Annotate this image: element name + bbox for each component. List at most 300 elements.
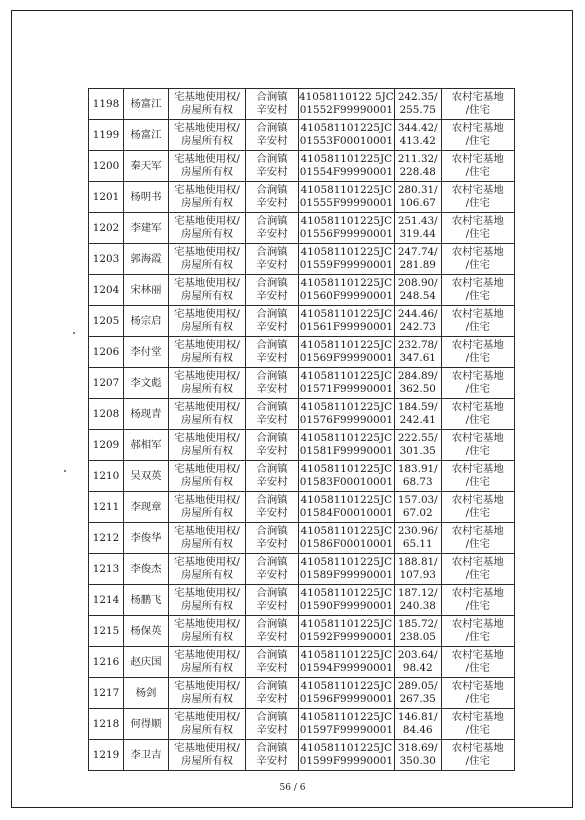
location-line: 合涧镇 xyxy=(256,618,288,630)
area-cell xyxy=(394,213,441,244)
land-use-line: 农村宅基地 xyxy=(451,463,504,475)
land-use-line: 农村宅基地 xyxy=(451,587,504,599)
right-type-cell xyxy=(169,492,246,523)
area-line: 65.11 xyxy=(402,538,433,550)
location-cell xyxy=(246,151,299,182)
unit-code-cell xyxy=(299,647,395,678)
land-use-cell xyxy=(441,182,514,213)
right-type-line: 宅基地使用权/ xyxy=(174,370,240,382)
owner-name-cell: 秦天军 xyxy=(124,151,169,182)
table-row xyxy=(89,678,515,709)
right-type-line: 宅基地使用权/ xyxy=(174,277,240,289)
unit-code-line: 01599F99990001 xyxy=(299,755,393,767)
right-type-line: 房屋所有权 xyxy=(181,259,233,271)
land-use-line: /住宅 xyxy=(465,228,490,240)
area-line: 107.93 xyxy=(399,569,436,581)
land-use-line: /住宅 xyxy=(465,507,490,519)
unit-code-line: 01569F99990001 xyxy=(299,352,393,364)
land-use-line: /住宅 xyxy=(465,383,490,395)
land-use-cell xyxy=(441,120,514,151)
land-use-line: /住宅 xyxy=(465,600,490,612)
table-row xyxy=(89,709,515,740)
area-line: 281.89 xyxy=(399,259,436,271)
right-type-line: 宅基地使用权/ xyxy=(174,246,240,258)
right-type-line: 房屋所有权 xyxy=(181,445,233,457)
owner-name-cell: 杨剑 xyxy=(124,678,169,709)
area-line: 98.42 xyxy=(402,662,433,674)
unit-code-line: 410581101225JC xyxy=(300,556,393,568)
area-line: 347.61 xyxy=(399,352,436,364)
land-use-cell xyxy=(441,244,514,275)
area-line: 185.72/ xyxy=(397,618,438,630)
unit-code-line: 01586F00010001 xyxy=(299,538,393,550)
land-use-line: 农村宅基地 xyxy=(451,308,504,320)
location-line: 辛安村 xyxy=(256,352,288,364)
area-line: 251.43/ xyxy=(397,215,438,227)
location-cell xyxy=(246,306,299,337)
right-type-cell xyxy=(169,554,246,585)
unit-code-line: 01552F99990001 xyxy=(299,104,393,116)
right-type-line: 房屋所有权 xyxy=(181,135,233,147)
unit-code-cell xyxy=(299,244,395,275)
row-number-cell: 1218 xyxy=(89,709,124,740)
land-use-line: 农村宅基地 xyxy=(451,370,504,382)
right-type-line: 宅基地使用权/ xyxy=(174,525,240,537)
land-use-line: 农村宅基地 xyxy=(451,153,504,165)
location-line: 辛安村 xyxy=(256,476,288,488)
unit-code-cell xyxy=(299,616,395,647)
location-line: 合涧镇 xyxy=(256,339,288,351)
right-type-line: 宅基地使用权/ xyxy=(174,618,240,630)
area-cell xyxy=(394,709,441,740)
unit-code-line: 01553F00010001 xyxy=(299,135,393,147)
right-type-line: 房屋所有权 xyxy=(181,507,233,519)
unit-code-line: 410581101225JC xyxy=(300,432,393,444)
area-cell xyxy=(394,430,441,461)
area-line: 211.32/ xyxy=(397,153,438,165)
area-line: 240.38 xyxy=(399,600,436,612)
location-line: 合涧镇 xyxy=(256,184,288,196)
area-cell xyxy=(394,647,441,678)
area-cell xyxy=(394,306,441,337)
land-use-line: /住宅 xyxy=(465,445,490,457)
row-number-cell: 1210 xyxy=(89,461,124,492)
row-number-cell: 1199 xyxy=(89,120,124,151)
area-line: 157.03/ xyxy=(397,494,438,506)
row-number-cell: 1208 xyxy=(89,399,124,430)
unit-code-line: 01594F99990001 xyxy=(299,662,393,674)
area-cell xyxy=(394,337,441,368)
unit-code-line: 410581101225JC xyxy=(300,184,393,196)
location-line: 合涧镇 xyxy=(256,742,288,754)
right-type-line: 房屋所有权 xyxy=(181,352,233,364)
row-number-cell: 1211 xyxy=(89,492,124,523)
right-type-line: 房屋所有权 xyxy=(181,631,233,643)
right-type-line: 房屋所有权 xyxy=(181,662,233,674)
land-use-line: 农村宅基地 xyxy=(451,742,504,754)
unit-code-line: 410581101225JC xyxy=(300,277,393,289)
land-use-line: /住宅 xyxy=(465,321,490,333)
right-type-cell xyxy=(169,182,246,213)
right-type-line: 房屋所有权 xyxy=(181,476,233,488)
land-use-line: /住宅 xyxy=(465,290,490,302)
area-cell xyxy=(394,89,441,120)
location-line: 合涧镇 xyxy=(256,122,288,134)
unit-code-line: 01584F00010001 xyxy=(299,507,393,519)
right-type-line: 房屋所有权 xyxy=(181,538,233,550)
location-line: 辛安村 xyxy=(256,538,288,550)
land-use-line: /住宅 xyxy=(465,414,490,426)
table-row xyxy=(89,368,515,399)
land-use-line: 农村宅基地 xyxy=(451,246,504,258)
location-line: 合涧镇 xyxy=(256,432,288,444)
land-use-cell xyxy=(441,616,514,647)
location-line: 辛安村 xyxy=(256,693,288,705)
area-cell xyxy=(394,182,441,213)
right-type-cell xyxy=(169,213,246,244)
unit-code-line: 410581101225JC xyxy=(300,308,393,320)
location-line: 辛安村 xyxy=(256,631,288,643)
land-use-line: /住宅 xyxy=(465,693,490,705)
area-cell xyxy=(394,368,441,399)
location-cell xyxy=(246,399,299,430)
right-type-cell xyxy=(169,151,246,182)
location-line: 辛安村 xyxy=(256,290,288,302)
owner-name-cell: 杨富江 xyxy=(124,120,169,151)
right-type-line: 房屋所有权 xyxy=(181,383,233,395)
right-type-line: 宅基地使用权/ xyxy=(174,184,240,196)
table-row xyxy=(89,554,515,585)
right-type-cell xyxy=(169,709,246,740)
location-cell xyxy=(246,709,299,740)
table-row xyxy=(89,461,515,492)
area-line: 319.44 xyxy=(399,228,436,240)
area-cell xyxy=(394,616,441,647)
location-line: 合涧镇 xyxy=(256,277,288,289)
unit-code-line: 410581101225JC xyxy=(300,463,393,475)
right-type-line: 宅基地使用权/ xyxy=(174,463,240,475)
table-row xyxy=(89,523,515,554)
area-line: 187.12/ xyxy=(397,587,438,599)
unit-code-line: 01597F99990001 xyxy=(299,724,393,736)
row-number-cell: 1217 xyxy=(89,678,124,709)
area-line: 188.81/ xyxy=(397,556,438,568)
row-number-cell: 1201 xyxy=(89,182,124,213)
area-line: 230.96/ xyxy=(397,525,438,537)
owner-name-cell: 杨现青 xyxy=(124,399,169,430)
location-line: 辛安村 xyxy=(256,445,288,457)
table-row xyxy=(89,616,515,647)
right-type-cell xyxy=(169,337,246,368)
location-line: 合涧镇 xyxy=(256,680,288,692)
row-number-cell: 1213 xyxy=(89,554,124,585)
unit-code-line: 01571F99990001 xyxy=(299,383,393,395)
land-use-line: 农村宅基地 xyxy=(451,401,504,413)
land-use-cell xyxy=(441,523,514,554)
table-body xyxy=(89,89,515,771)
land-use-cell xyxy=(441,740,514,771)
area-cell xyxy=(394,151,441,182)
owner-name-cell: 李俊华 xyxy=(124,523,169,554)
unit-code-cell xyxy=(299,182,395,213)
area-cell xyxy=(394,120,441,151)
location-line: 合涧镇 xyxy=(256,556,288,568)
area-line: 344.42/ xyxy=(397,122,438,134)
area-cell xyxy=(394,275,441,306)
unit-code-line: 410581101225JC xyxy=(300,618,393,630)
unit-code-line: 41058110122 5JC xyxy=(299,91,394,103)
area-cell xyxy=(394,554,441,585)
area-line: 242.35/ xyxy=(397,91,438,103)
row-number-cell: 1219 xyxy=(89,740,124,771)
land-use-line: 农村宅基地 xyxy=(451,184,504,196)
unit-code-line: 01561F99990001 xyxy=(299,321,393,333)
location-line: 合涧镇 xyxy=(256,525,288,537)
table-row xyxy=(89,399,515,430)
owner-name-cell: 李现章 xyxy=(124,492,169,523)
location-line: 辛安村 xyxy=(256,166,288,178)
area-cell xyxy=(394,678,441,709)
area-line: 244.46/ xyxy=(397,308,438,320)
unit-code-line: 01560F99990001 xyxy=(299,290,393,302)
row-number-cell: 1214 xyxy=(89,585,124,616)
location-line: 辛安村 xyxy=(256,414,288,426)
unit-code-line: 410581101225JC xyxy=(300,711,393,723)
right-type-line: 宅基地使用权/ xyxy=(174,680,240,692)
row-number-cell: 1206 xyxy=(89,337,124,368)
right-type-cell xyxy=(169,399,246,430)
location-cell xyxy=(246,275,299,306)
area-cell xyxy=(394,244,441,275)
right-type-line: 宅基地使用权/ xyxy=(174,494,240,506)
location-cell xyxy=(246,740,299,771)
location-cell xyxy=(246,368,299,399)
owner-name-cell: 郝相军 xyxy=(124,430,169,461)
area-line: 106.67 xyxy=(399,197,436,209)
row-number-cell: 1205 xyxy=(89,306,124,337)
unit-code-line: 410581101225JC xyxy=(300,649,393,661)
unit-code-cell xyxy=(299,709,395,740)
row-number-cell: 1203 xyxy=(89,244,124,275)
unit-code-cell xyxy=(299,151,395,182)
location-cell xyxy=(246,120,299,151)
location-line: 辛安村 xyxy=(256,383,288,395)
row-number-cell: 1204 xyxy=(89,275,124,306)
location-line: 合涧镇 xyxy=(256,463,288,475)
right-type-cell xyxy=(169,678,246,709)
location-cell xyxy=(246,182,299,213)
unit-code-line: 410581101225JC xyxy=(300,246,393,258)
right-type-line: 房屋所有权 xyxy=(181,693,233,705)
unit-code-line: 410581101225JC xyxy=(300,215,393,227)
owner-name-cell: 何得顺 xyxy=(124,709,169,740)
right-type-cell xyxy=(169,430,246,461)
location-line: 合涧镇 xyxy=(256,370,288,382)
location-cell xyxy=(246,337,299,368)
unit-code-cell xyxy=(299,89,395,120)
location-line: 辛安村 xyxy=(256,321,288,333)
right-type-cell xyxy=(169,461,246,492)
land-use-cell xyxy=(441,647,514,678)
location-line: 辛安村 xyxy=(256,662,288,674)
area-line: 68.73 xyxy=(402,476,433,488)
right-type-line: 宅基地使用权/ xyxy=(174,91,240,103)
right-type-cell xyxy=(169,120,246,151)
location-cell xyxy=(246,492,299,523)
unit-code-line: 01555F99990001 xyxy=(299,197,393,209)
row-number-cell: 1200 xyxy=(89,151,124,182)
table-row xyxy=(89,182,515,213)
location-line: 辛安村 xyxy=(256,724,288,736)
land-use-cell xyxy=(441,368,514,399)
unit-code-line: 01559F99990001 xyxy=(299,259,393,271)
land-use-line: /住宅 xyxy=(465,476,490,488)
unit-code-line: 410581101225JC xyxy=(300,494,393,506)
area-line: 413.42 xyxy=(399,135,436,147)
table-row xyxy=(89,492,515,523)
area-line: 84.46 xyxy=(402,724,433,736)
location-cell xyxy=(246,430,299,461)
area-cell xyxy=(394,461,441,492)
land-use-line: /住宅 xyxy=(465,104,490,116)
location-line: 辛安村 xyxy=(256,569,288,581)
owner-name-cell: 杨鹏飞 xyxy=(124,585,169,616)
right-type-line: 房屋所有权 xyxy=(181,600,233,612)
land-use-cell xyxy=(441,89,514,120)
area-line: 350.30 xyxy=(399,755,436,767)
row-number-cell: 1198 xyxy=(89,89,124,120)
location-line: 辛安村 xyxy=(256,104,288,116)
location-cell xyxy=(246,244,299,275)
land-use-line: 农村宅基地 xyxy=(451,91,504,103)
land-use-line: 农村宅基地 xyxy=(451,711,504,723)
land-use-line: /住宅 xyxy=(465,259,490,271)
right-type-line: 宅基地使用权/ xyxy=(174,649,240,661)
table-row xyxy=(89,647,515,678)
land-use-line: /住宅 xyxy=(465,538,490,550)
land-use-cell xyxy=(441,709,514,740)
right-type-cell xyxy=(169,740,246,771)
unit-code-cell xyxy=(299,368,395,399)
land-use-line: 农村宅基地 xyxy=(451,122,504,134)
right-type-line: 房屋所有权 xyxy=(181,724,233,736)
location-line: 合涧镇 xyxy=(256,246,288,258)
land-use-line: 农村宅基地 xyxy=(451,215,504,227)
location-cell xyxy=(246,523,299,554)
location-cell xyxy=(246,554,299,585)
area-line: 242.41 xyxy=(399,414,436,426)
location-line: 合涧镇 xyxy=(256,91,288,103)
row-number-cell: 1212 xyxy=(89,523,124,554)
land-use-line: 农村宅基地 xyxy=(451,494,504,506)
row-number-cell: 1216 xyxy=(89,647,124,678)
unit-code-cell xyxy=(299,585,395,616)
row-number-cell: 1209 xyxy=(89,430,124,461)
location-line: 合涧镇 xyxy=(256,401,288,413)
table-row xyxy=(89,89,515,120)
unit-code-line: 01589F99990001 xyxy=(299,569,393,581)
area-line: 267.35 xyxy=(399,693,436,705)
land-use-line: /住宅 xyxy=(465,569,490,581)
right-type-line: 房屋所有权 xyxy=(181,197,233,209)
land-use-line: /住宅 xyxy=(465,352,490,364)
land-use-line: 农村宅基地 xyxy=(451,339,504,351)
location-line: 辛安村 xyxy=(256,755,288,767)
table-row xyxy=(89,151,515,182)
area-line: 238.05 xyxy=(399,631,436,643)
table-row xyxy=(89,213,515,244)
location-cell xyxy=(246,461,299,492)
row-number-cell: 1207 xyxy=(89,368,124,399)
land-use-line: /住宅 xyxy=(465,724,490,736)
owner-name-cell: 杨宗启 xyxy=(124,306,169,337)
area-line: 222.55/ xyxy=(397,432,438,444)
land-use-cell xyxy=(441,430,514,461)
land-use-cell xyxy=(441,678,514,709)
land-use-cell xyxy=(441,337,514,368)
area-line: 362.50 xyxy=(399,383,436,395)
location-line: 合涧镇 xyxy=(256,649,288,661)
unit-code-cell xyxy=(299,120,395,151)
land-use-cell xyxy=(441,306,514,337)
land-use-cell xyxy=(441,275,514,306)
location-cell xyxy=(246,213,299,244)
location-cell xyxy=(246,616,299,647)
owner-name-cell: 吴双英 xyxy=(124,461,169,492)
owner-name-cell: 杨富江 xyxy=(124,89,169,120)
area-cell xyxy=(394,585,441,616)
right-type-line: 房屋所有权 xyxy=(181,321,233,333)
location-line: 合涧镇 xyxy=(256,711,288,723)
land-use-cell xyxy=(441,151,514,182)
right-type-cell xyxy=(169,368,246,399)
right-type-line: 房屋所有权 xyxy=(181,290,233,302)
right-type-line: 宅基地使用权/ xyxy=(174,215,240,227)
land-use-line: 农村宅基地 xyxy=(451,556,504,568)
unit-code-line: 410581101225JC xyxy=(300,153,393,165)
unit-code-line: 410581101225JC xyxy=(300,525,393,537)
area-line: 318.69/ xyxy=(397,742,438,754)
location-cell xyxy=(246,678,299,709)
land-use-line: /住宅 xyxy=(465,662,490,674)
land-use-line: 农村宅基地 xyxy=(451,277,504,289)
area-line: 247.74/ xyxy=(397,246,438,258)
unit-code-cell xyxy=(299,554,395,585)
right-type-line: 宅基地使用权/ xyxy=(174,556,240,568)
unit-code-line: 01592F99990001 xyxy=(299,631,393,643)
land-use-line: /住宅 xyxy=(465,755,490,767)
right-type-line: 宅基地使用权/ xyxy=(174,153,240,165)
unit-code-line: 01581F99990001 xyxy=(299,445,393,457)
area-cell xyxy=(394,523,441,554)
location-line: 辛安村 xyxy=(256,135,288,147)
right-type-cell xyxy=(169,585,246,616)
right-type-line: 房屋所有权 xyxy=(181,228,233,240)
land-use-cell xyxy=(441,399,514,430)
land-use-cell xyxy=(441,213,514,244)
unit-code-line: 410581101225JC xyxy=(300,742,393,754)
location-cell xyxy=(246,89,299,120)
unit-code-line: 410581101225JC xyxy=(300,370,393,382)
owner-name-cell: 杨明书 xyxy=(124,182,169,213)
area-line: 255.75 xyxy=(399,104,436,116)
owner-name-cell: 李文彪 xyxy=(124,368,169,399)
right-type-line: 宅基地使用权/ xyxy=(174,122,240,134)
unit-code-cell xyxy=(299,492,395,523)
location-line: 辛安村 xyxy=(256,228,288,240)
land-use-line: 农村宅基地 xyxy=(451,649,504,661)
right-type-cell xyxy=(169,647,246,678)
